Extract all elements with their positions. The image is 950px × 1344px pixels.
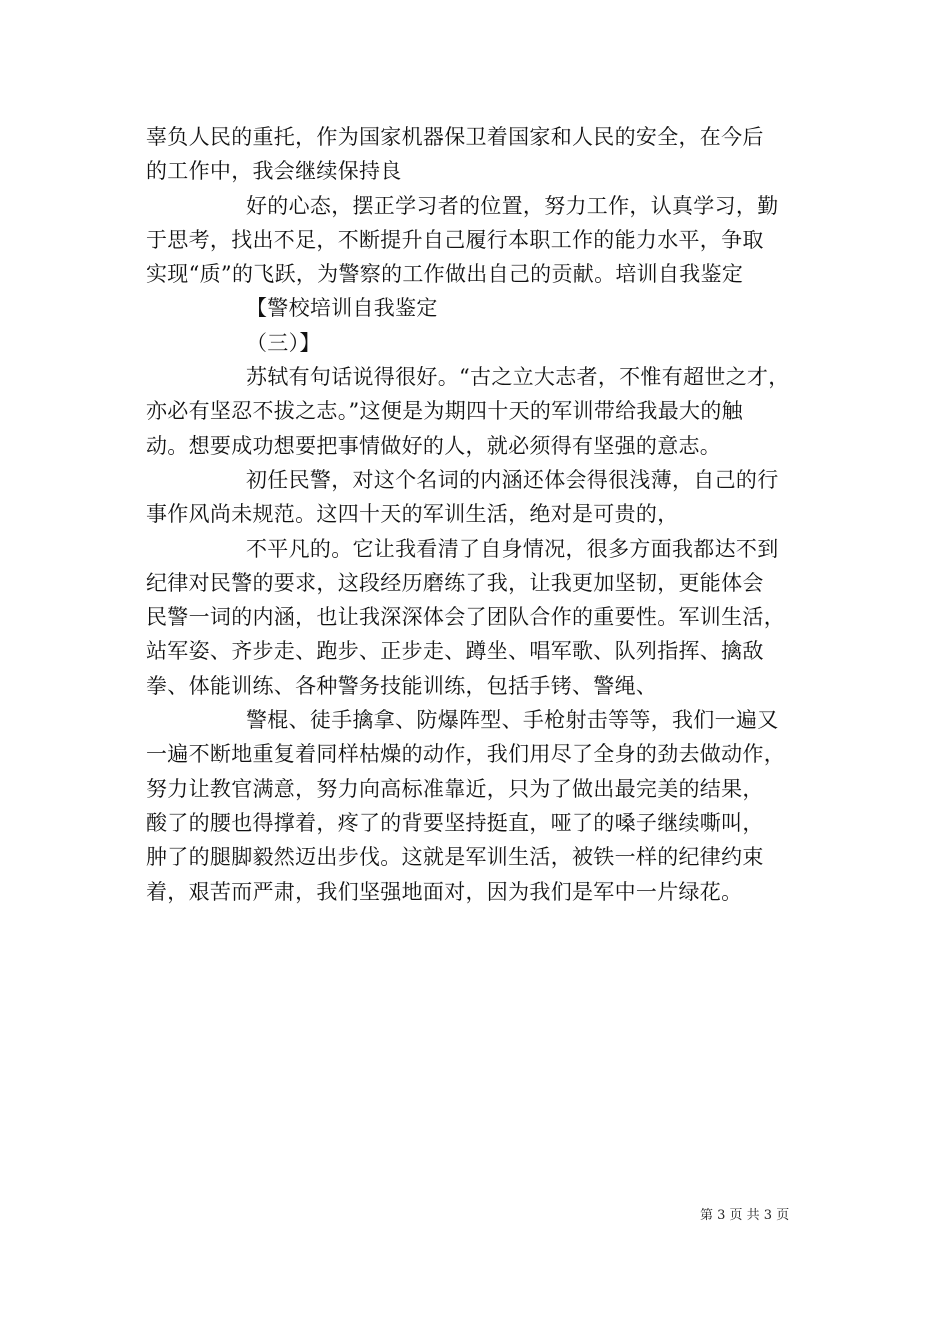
section-heading-line: （三）】: [246, 330, 321, 355]
body-line: 努力让教官满意，努力向高标准靠近，只为了做出最完美的结果，: [146, 776, 764, 801]
body-line: 辜负人民的重托，作为国家机器保卫着国家和人民的安全，在今后: [146, 125, 764, 149]
body-line: 警棍、徒手擒拿、防爆阵型、手枪射击等等，我们一遍又: [246, 708, 779, 733]
body-line: 纪律对民警的要求，这段经历磨练了我，让我更加坚韧，更能体会: [146, 570, 764, 595]
body-line: 拳、体能训练、各种警务技能训练，包括手铐、警绳、: [146, 673, 658, 698]
body-line: 不平凡的。它让我看清了自身情况，很多方面我都达不到: [246, 536, 779, 561]
body-line: 站军姿、齐步走、跑步、正步走、蹲坐、唱军歌、队列指挥、擒敌: [146, 639, 764, 664]
body-line: 酸了的腰也得撑着，疼了的背要坚持挺直，哑了的嗓子继续嘶叫，: [146, 810, 764, 835]
body-line: 着，艰苦而严肃，我们坚强地面对，因为我们是军中一片绿花。: [146, 879, 743, 904]
page-number-footer: 第 3 页 共 3 页: [700, 1208, 790, 1223]
body-line: 于思考，找出不足，不断提升自己履行本职工作的能力水平，争取: [146, 227, 764, 252]
body-line: 初任民警，对这个名词的内涵还体会得很浅薄，自己的行: [246, 467, 779, 492]
body-line: 亦必有坚忍不拔之志。”这便是为期四十天的军训带给我最大的触: [146, 399, 743, 424]
body-line: 一遍不断地重复着同样枯燥的动作，我们用尽了全身的劲去做动作，: [146, 742, 785, 767]
body-line: 动。想要成功想要把事情做好的人，就必须得有坚强的意志。: [146, 433, 722, 458]
body-line: 民警一词的内涵，也让我深深体会了团队合作的重要性。军训生活，: [146, 605, 785, 630]
body-line: 苏轼有句话说得很好。“古之立大志者，不惟有超世之才，: [246, 365, 790, 390]
document-body: [146, 120, 826, 909]
body-line: 的工作中，我会继续保持良: [146, 159, 402, 184]
body-line: 肿了的腿脚毅然迈出步伐。这就是军训生活，被铁一样的纪律约束: [146, 845, 764, 870]
body-line: 事作风尚未规范。这四十天的军训生活，绝对是可贵的，: [146, 502, 679, 527]
section-heading-line: 【警校培训自我鉴定: [246, 296, 438, 321]
body-line: 好的心态，摆正学习者的位置，努力工作，认真学习，勤: [246, 193, 779, 218]
body-line: 实现“质”的飞跃，为警察的工作做出自己的贡献。培训自我鉴定: [146, 262, 744, 287]
